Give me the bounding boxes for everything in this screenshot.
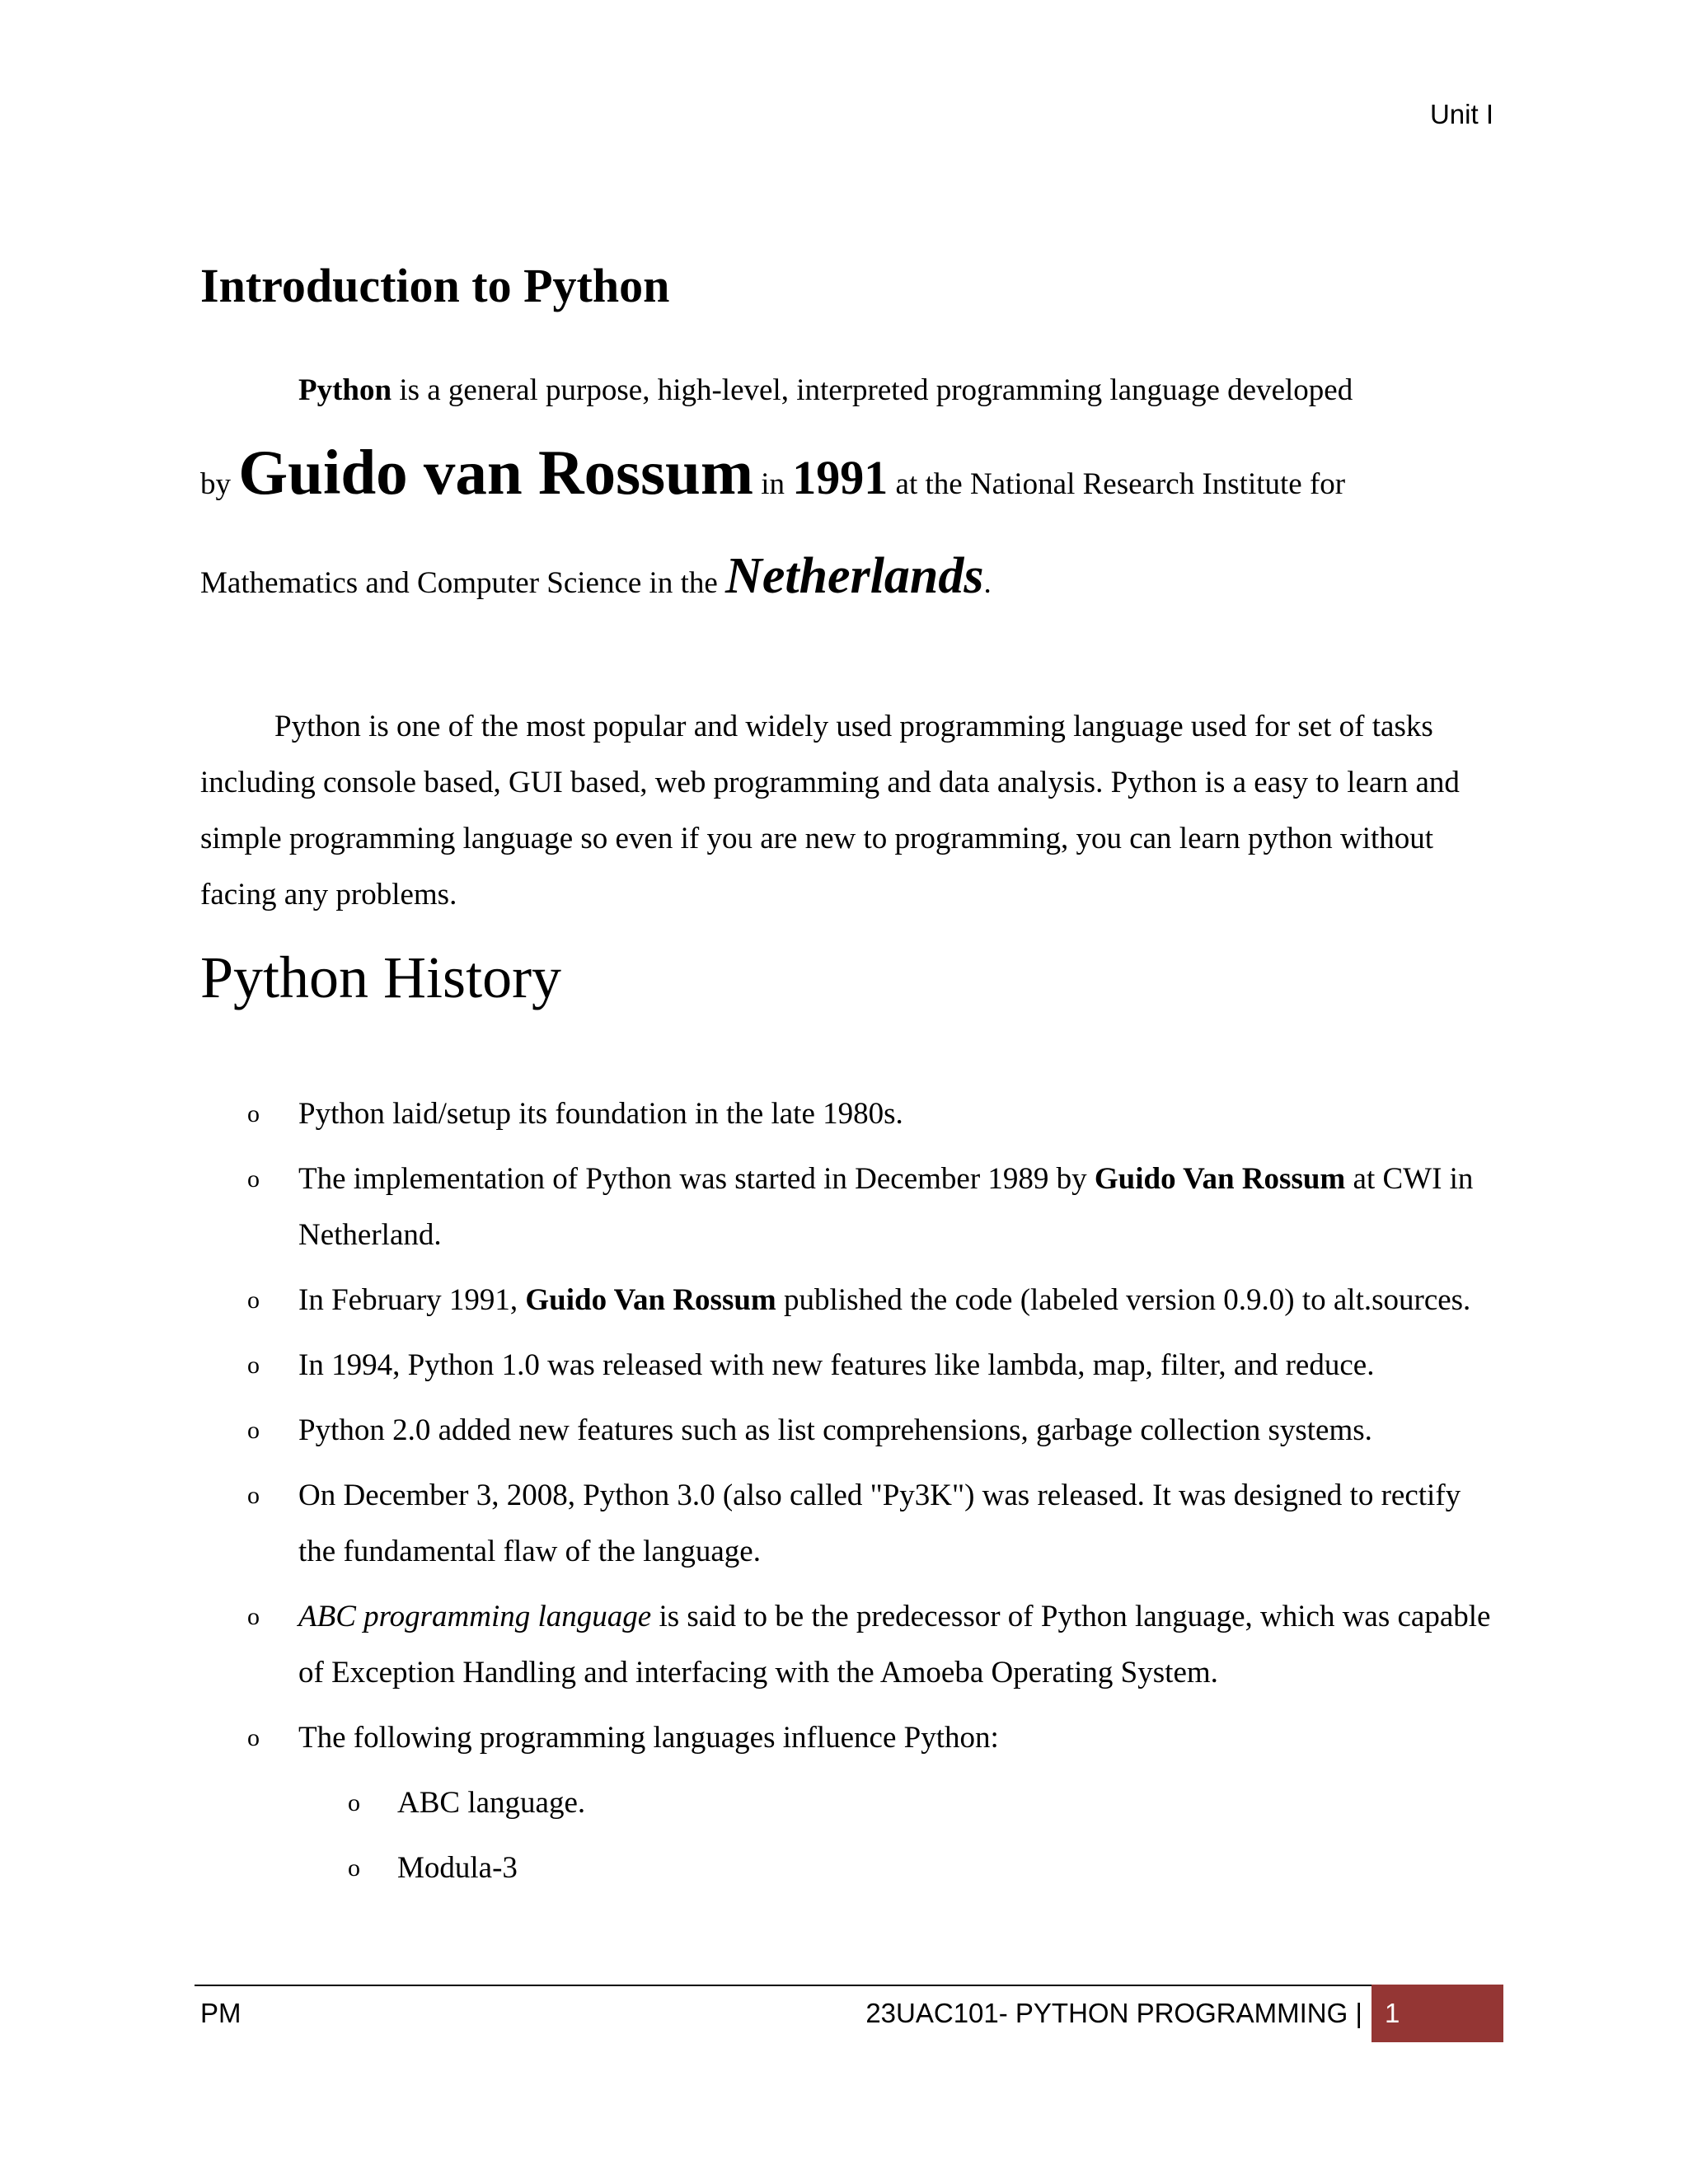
history-item-text: is said to be the predecessor of Python language, which was capable of Exception Handling and interfacing with the Amoeba Operating System. bbox=[298, 1600, 1491, 1690]
history-list bbox=[0, 1086, 1688, 1905]
intro-line-3-text: Mathematics and Computer Science in the bbox=[200, 566, 726, 600]
history-list-item bbox=[0, 1710, 1493, 1896]
intro-line-2 bbox=[200, 437, 1346, 508]
intro-line-1-text: is a general purpose, high-level, interpreted programming language developed bbox=[392, 373, 1353, 407]
history-item-text: In 1994, Python 1.0 was released with new features like lambda, map, filter, and reduce. bbox=[298, 1348, 1375, 1382]
history-list-item bbox=[0, 1151, 1493, 1263]
influence-item-text: ABC language. bbox=[397, 1786, 586, 1820]
header-unit-label: Unit I bbox=[1429, 99, 1493, 129]
bullet-icon: o bbox=[247, 1482, 260, 1509]
intro-line-1 bbox=[298, 375, 1353, 405]
history-heading: Python History bbox=[200, 944, 562, 1010]
history-item-italic: ABC programming language bbox=[298, 1600, 652, 1633]
bullet-icon: o bbox=[348, 1789, 360, 1816]
year-1991: 1991 bbox=[792, 451, 889, 504]
history-list-item bbox=[0, 1338, 1493, 1394]
bullet-icon: o bbox=[247, 1603, 260, 1630]
history-item-text: On December 3, 2008, Python 3.0 (also called "Py3K") was released. It was designed to rectify the fundamental flaw of the language. bbox=[298, 1479, 1461, 1568]
bullet-icon: o bbox=[247, 1724, 260, 1751]
history-list-item bbox=[0, 1086, 1493, 1142]
intro-in: in bbox=[753, 467, 793, 501]
intro-heading: Introduction to Python bbox=[200, 259, 670, 312]
page-number-badge: 1 bbox=[1372, 1985, 1503, 2042]
bullet-icon: o bbox=[247, 1100, 260, 1127]
netherlands-word: Netherlands bbox=[725, 548, 984, 604]
bullet-icon: o bbox=[247, 1352, 260, 1379]
history-item-text: In February 1991, bbox=[298, 1283, 526, 1317]
influence-list-item bbox=[298, 1840, 1493, 1896]
history-item-text: The following programming languages influence Python: bbox=[298, 1721, 999, 1755]
history-item-bold: Guido Van Rossum bbox=[525, 1283, 776, 1317]
footer-course: 23UAC101- PYTHON PROGRAMMING | bbox=[865, 1998, 1362, 2028]
intro-line-3-end: . bbox=[983, 566, 992, 600]
python-bold: Python bbox=[298, 373, 392, 407]
history-list-item bbox=[0, 1272, 1493, 1329]
influence-list-item bbox=[298, 1775, 1493, 1831]
history-item-text: Python laid/setup its foundation in the late 1980s. bbox=[298, 1097, 903, 1131]
history-item-bold: Guido Van Rossum bbox=[1094, 1162, 1346, 1196]
footer-author: PM bbox=[200, 1998, 241, 2028]
history-list-item bbox=[0, 1589, 1493, 1701]
history-item-text: Python 2.0 added new features such as list comprehensions, garbage collection systems. bbox=[298, 1413, 1372, 1447]
bullet-icon: o bbox=[247, 1286, 260, 1314]
bullet-icon: o bbox=[247, 1417, 260, 1444]
history-list-item bbox=[0, 1468, 1493, 1580]
guido-name: Guido van Rossum bbox=[238, 437, 754, 508]
history-item-text: published the code (labeled version 0.9.0) to alt.sources. bbox=[776, 1283, 1471, 1317]
intro-line-3 bbox=[200, 548, 992, 604]
intro-paragraph-2: Python is one of the most popular and widely used programming language used for set of tasks including console based, GUI based, web programming and data analysis. Python is a easy to learn and simple programming language so even if you are new to programming, you can learn python without facing any problems. bbox=[200, 710, 1460, 912]
footer-divider bbox=[195, 1985, 1372, 1986]
history-item-text: at CWI in Netherland. bbox=[298, 1162, 1474, 1252]
history-list-item bbox=[0, 1403, 1493, 1459]
bullet-icon: o bbox=[348, 1854, 360, 1882]
intro-by: by bbox=[200, 467, 239, 501]
influence-item-text: Modula-3 bbox=[397, 1851, 518, 1885]
intro-line-2-text: at the National Research Institute for bbox=[888, 467, 1346, 501]
bullet-icon: o bbox=[247, 1165, 260, 1193]
influence-sublist bbox=[298, 1775, 1493, 1896]
history-item-text: The implementation of Python was started in December 1989 by bbox=[298, 1162, 1095, 1196]
